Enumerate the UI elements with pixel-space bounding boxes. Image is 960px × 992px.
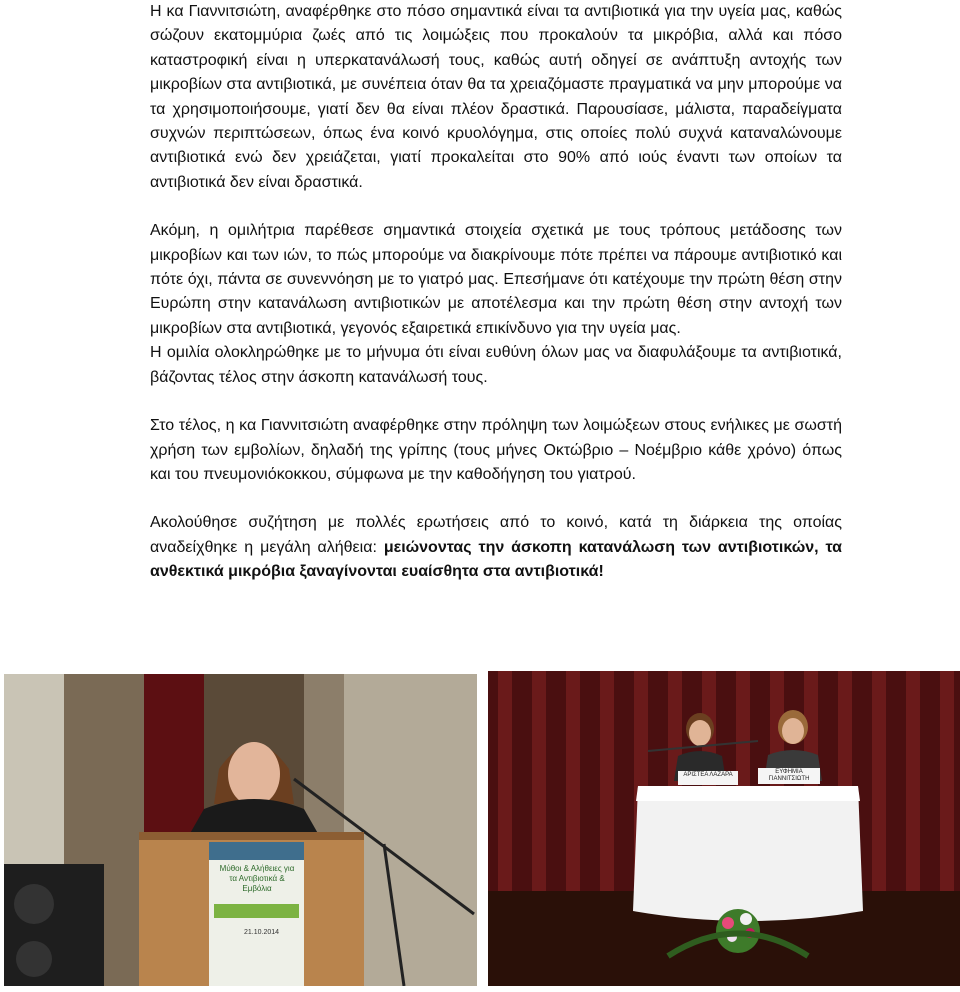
paragraph-conclusion: Η ομιλία ολοκληρώθηκε με το μήνυμα ότι είναι ευθύνη όλων μας να διαφυλάξουμε τα αντιβιοτικά, βάζοντας τέλος στην άσκοπη κατανάλωσή τους.: [150, 344, 842, 386]
article-body: [150, 0, 842, 609]
discussion-text: Ακολούθησε συζήτηση με πολλές ερωτήσεις από το κοινό, κατά τη διάρκεια της οποίας αναδείχθηκε η μεγάλη αλήθεια:: [150, 514, 842, 556]
name-card-right: ΕΥΦΗΜΙΑ ΓΙΑΝΝΙΤΣΙΩΤΗ: [768, 769, 810, 782]
poster-title: Μύθοι & Αλήθειες για τα Αντιβιοτικά & Εμβόλια: [219, 864, 295, 893]
name-card-left: ΑΡΙΣΤΕΑ ΛΑΖΑΡΑ: [683, 772, 733, 778]
speaker-photo: [4, 674, 477, 986]
paragraph-discussion: [150, 511, 842, 584]
paragraph-antibiotics-importance: Η κα Γιαννιτσιώτη, αναφέρθηκε στο πόσο σημαντικά είναι τα αντιβιοτικά για την υγεία μας, καθώς σώζουν εκατομμύρια ζωές από τις λοιμώξεις που προκαλούν τα μικρόβια, αλλά και πόσο καταστροφική είναι η υπερκατανάλωσή τους, καθώς αυτή οδηγεί σε ανάπτυξη αντοχής των μικροβίων στα αντιβιοτικά, με συνέπεια όταν θα τα χρειαζόμαστε πραγματικά να μην μπορούμε να τα χρησιμοποιήσουμε, γιατί δεν θα είναι πλέον δραστικά. Παρουσίασε, μάλιστα, παραδείγματα συχνών περιπτώσεων, όπως ένα κοινό κρυολόγημα, στις οποίες πολύ συχνά καταναλώνουμε αντιβιοτικά ενώ δεν χρειάζεται, γιατί προκαλείται στο 90% από ιούς έναντι των οποίων τα αντιβιοτικά δεν είναι δραστικά.: [150, 3, 842, 191]
speaker-photo-illustration: [4, 674, 477, 986]
poster-date: 21.10.2014: [244, 929, 280, 936]
paragraph-transmission: Ακόμη, η ομιλήτρια παρέθεσε σημαντικά στοιχεία σχετικά με τους τρόπους μετάδοσης των μικροβίων και των ιών, το πώς μπορούμε να διακρίνουμε πότε πρέπει να πάρουμε αντιβιοτικό και πότε όχι, πάντα σε συνεννόηση με το γιατρό μας. Επεσήμανε ότι κατέχουμε την πρώτη θέση στην Ευρώπη στην κατανάλωση αντιβιοτικών με αποτέλεσμα και την πρώτη θέση στην αντοχή των μικροβίων στα αντιβιοτικά, γεγονός εξαιρετικά επικίνδυνο για την υγεία μας.: [150, 222, 842, 337]
panel-photo: [488, 671, 960, 986]
panel-photo-illustration: [488, 671, 960, 986]
paragraph-vaccines: Στο τέλος, η κα Γιαννιτσιώτη αναφέρθηκε στην πρόληψη των λοιμώξεων στους ενήλικες με σωστή χρήση των εμβολίων, δηλαδή της γρίπης (τους μήνες Οκτώβριο – Νοέμβριο κάθε χρόνο) όπως και του πνευμονιόκοκκου, σύμφωνα με την καθοδήγηση του γιατρού.: [150, 417, 842, 483]
key-message: μειώνοντας την άσκοπη κατανάλωση των αντιβιοτικών, τα ανθεκτικά μικρόβια ξαναγίνονται ευαίσθητα στα αντιβιοτικά!: [150, 538, 843, 581]
